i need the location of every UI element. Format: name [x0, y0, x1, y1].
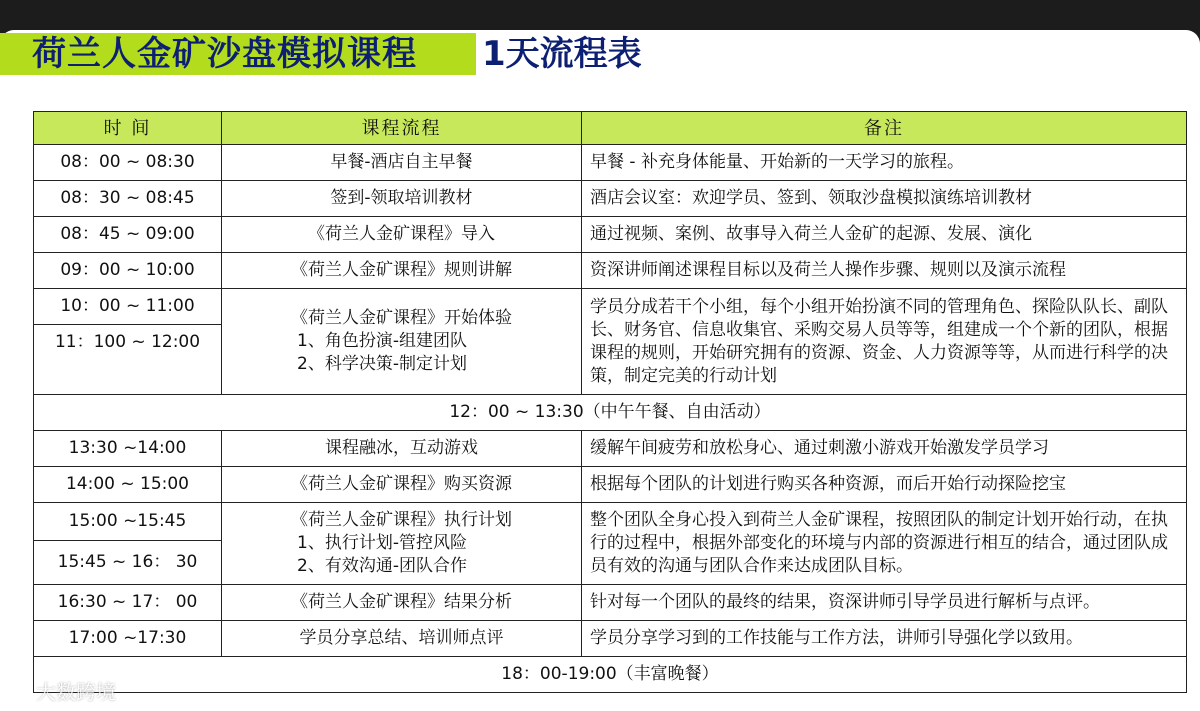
table-row	[34, 585, 1187, 621]
time-cell: 13:30 ~14:00	[34, 431, 222, 467]
note-cell: 资深讲师阐述课程目标以及荷兰人操作步骤、规则以及演示流程	[582, 253, 1187, 289]
time-cell: 15:00 ~15:45	[34, 503, 222, 541]
table-row	[34, 217, 1187, 253]
watermark-logo-icon	[6, 681, 32, 707]
flow-cell-multi	[222, 503, 582, 585]
note-cell: 早餐 - 补充身体能量、开始新的一天学习的旅程。	[582, 145, 1187, 181]
flow-line-title: 《荷兰人金矿课程》开始体验	[291, 308, 512, 328]
table-row	[34, 289, 1187, 325]
lunch-cell: 12：00 ~ 13:30（中午午餐、自由活动）	[34, 395, 1187, 431]
note-cell: 整个团队全身心投入到荷兰人金矿课程，按照团队的制定计划开始行动，在执行的过程中，根据外部变化的环境与内部的资源进行相互的结合，通过团队成员有效的沟通与团队合作来达成团队目标。	[582, 503, 1187, 585]
flow-line-item: 1、执行计划-管控风险	[297, 533, 467, 553]
flow-cell: 学员分享总结、培训师点评	[222, 621, 582, 657]
flow-line-item: 1、角色扮演-组建团队	[297, 331, 467, 351]
note-cell: 通过视频、案例、故事导入荷兰人金矿的起源、发展、演化	[582, 217, 1187, 253]
flow-cell: 《荷兰人金矿课程》导入	[222, 217, 582, 253]
time-cell: 08：30 ~ 08:45	[34, 181, 222, 217]
dinner-cell: 18：00-19:00（丰富晚餐）	[34, 657, 1187, 693]
time-cell: 10：00 ~ 11:00	[34, 289, 222, 325]
page-subtitle: 1天流程表	[482, 34, 642, 74]
header-time: 时 间	[34, 112, 222, 145]
table-row	[34, 431, 1187, 467]
table-row	[34, 467, 1187, 503]
note-cell-highlight: 针对每一个团队的最终的结果，资深讲师引导学员进行解析与点评。	[582, 585, 1187, 621]
time-cell: 15:45 ~ 16： 30	[34, 541, 222, 585]
table-row-lunch	[34, 395, 1187, 431]
time-cell: 17:00 ~17:30	[34, 621, 222, 657]
flow-cell-multi	[222, 289, 582, 395]
title-bar	[0, 30, 1200, 76]
time-cell: 08：00 ~ 08:30	[34, 145, 222, 181]
table-row	[34, 503, 1187, 541]
note-cell: 缓解午间疲劳和放松身心、通过刺激小游戏开始激发学员学习	[582, 431, 1187, 467]
time-cell: 14:00 ~ 15:00	[34, 467, 222, 503]
flow-cell: 《荷兰人金矿课程》购买资源	[222, 467, 582, 503]
time-cell: 16:30 ~ 17： 00	[34, 585, 222, 621]
watermark-text: 大数跨境	[36, 680, 116, 704]
table-row	[34, 253, 1187, 289]
header-note: 备注	[582, 112, 1187, 145]
flow-cell: 课程融冰，互动游戏	[222, 431, 582, 467]
table-row	[34, 621, 1187, 657]
note-cell: 学员分成若干个小组，每个小组开始扮演不同的管理角色、探险队队长、副队长、财务官、信息收集官、采购交易人员等等，组建成一个个新的团队，根据课程的规则，开始研究拥有的资源、资金、人力资源等等，从而进行科学的决策，制定完美的行动计划	[582, 289, 1187, 395]
flow-line-title: 《荷兰人金矿课程》执行计划	[291, 510, 512, 530]
flow-cell: 签到-领取培训教材	[222, 181, 582, 217]
flow-line-item: 2、科学决策-制定计划	[297, 354, 467, 374]
table-row	[34, 181, 1187, 217]
flow-line-item: 2、有效沟通-团队合作	[297, 556, 467, 576]
flow-cell: 《荷兰人金矿课程》规则讲解	[222, 253, 582, 289]
time-cell: 09：00 ~ 10:00	[34, 253, 222, 289]
flow-cell: 《荷兰人金矿课程》结果分析	[222, 585, 582, 621]
note-cell: 学员分享学习到的工作技能与工作方法，讲师引导强化学以致用。	[582, 621, 1187, 657]
table-row-dinner	[34, 657, 1187, 693]
page-title: 荷兰人金矿沙盘模拟课程	[32, 34, 417, 74]
schedule-table	[33, 111, 1187, 693]
flow-cell: 早餐-酒店自主早餐	[222, 145, 582, 181]
watermark	[6, 676, 116, 707]
note-cell: 根据每个团队的计划进行购买各种资源，而后开始行动探险挖宝	[582, 467, 1187, 503]
time-cell: 08：45 ~ 09:00	[34, 217, 222, 253]
note-cell: 酒店会议室：欢迎学员、签到、领取沙盘模拟演练培训教材	[582, 181, 1187, 217]
header-flow: 课程流程	[222, 112, 582, 145]
table-row	[34, 145, 1187, 181]
table-header-row	[34, 112, 1187, 145]
time-cell: 11：100 ~ 12:00	[34, 325, 222, 395]
